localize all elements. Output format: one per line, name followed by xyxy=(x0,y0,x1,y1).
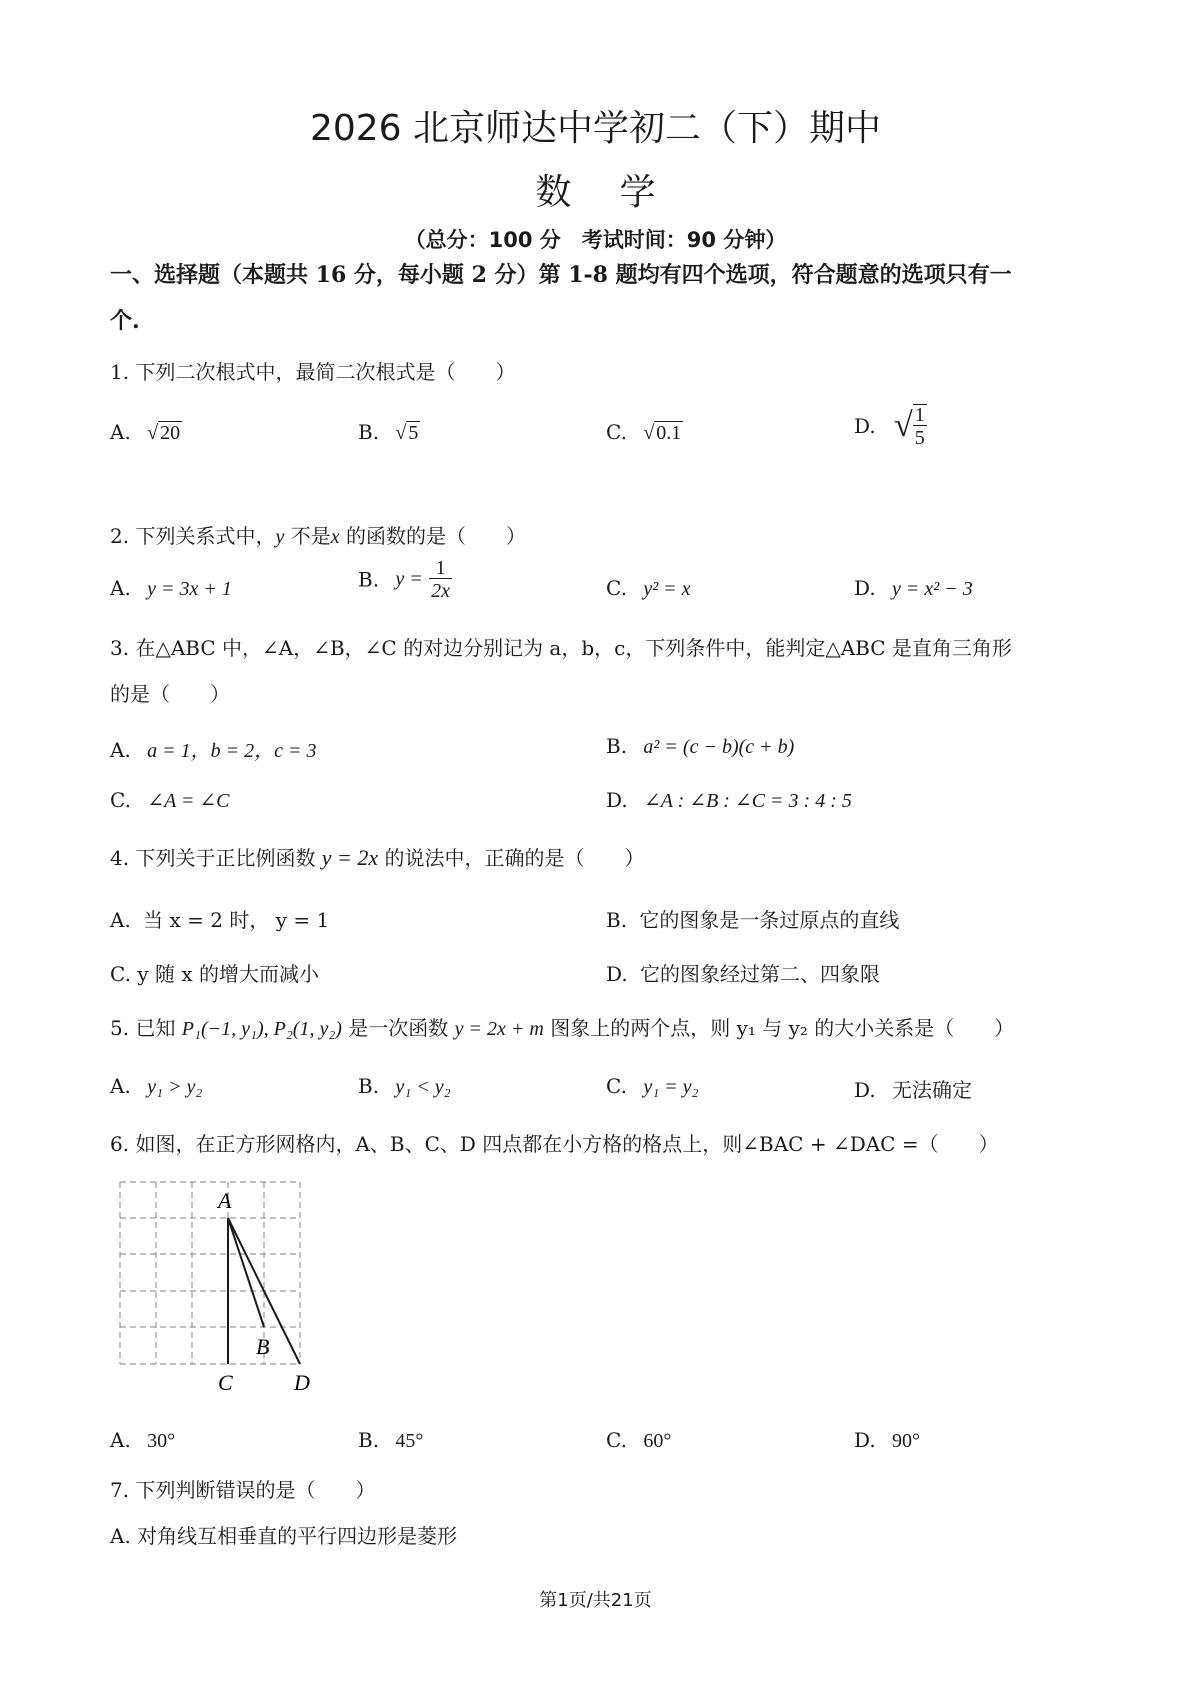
q4-option-d xyxy=(606,958,880,987)
option-expr: 60° xyxy=(643,1430,672,1452)
option-expr: a = 1，b = 2，c = 3 xyxy=(147,740,317,762)
option-expr: y₁ < y₂ xyxy=(395,1076,451,1098)
option-expr: ∠A : ∠B : ∠C = 3 : 4 : 5 xyxy=(644,790,852,812)
option-label: C. xyxy=(110,962,131,986)
radicand: 0.1 xyxy=(656,422,682,444)
option-expr: y = 3x + 1 xyxy=(147,578,232,600)
option-label: D. xyxy=(606,788,628,812)
q2-option-b xyxy=(358,558,452,601)
option-expr: ∠A = ∠C xyxy=(147,790,230,812)
q2-option-a xyxy=(110,576,232,601)
q3-option-c xyxy=(110,788,230,813)
stem-text: 的函数的是（ ） xyxy=(339,524,526,548)
q1-option-a: A. √ 20 xyxy=(110,420,181,444)
option-label: A. xyxy=(110,576,131,600)
option-label: B. xyxy=(358,420,380,444)
option-expr: y₁ = y₂ xyxy=(643,1076,699,1098)
point-label-a: A xyxy=(218,1188,232,1213)
question-5-stem xyxy=(110,1012,1014,1041)
stem-text: 5. 已知 xyxy=(110,1016,182,1040)
exam-title: 2026 北京师达中学初二（下）期中 xyxy=(309,108,882,149)
segment-ab xyxy=(228,1218,264,1327)
option-expr: y 随 x 的增大而减小 xyxy=(137,962,319,986)
question-7-stem: 7. 下列判断错误的是（ ） xyxy=(110,1478,376,1502)
var-x: x xyxy=(330,526,340,548)
stem-text: 图象上的两个点，则 y₁ 与 y₂ 的大小关系是（ ） xyxy=(543,1016,1015,1040)
q5-option-d xyxy=(854,1074,972,1103)
option-label: D. xyxy=(854,576,876,600)
fraction-numerator: 1 xyxy=(435,557,446,579)
option-expr: 30° xyxy=(147,1430,176,1452)
option-expr: 90° xyxy=(892,1430,921,1452)
point-label-c: C xyxy=(218,1370,233,1395)
q6-option-a xyxy=(110,1428,175,1453)
section-heading-cont: 个. xyxy=(110,308,140,334)
option-expr: a² = (c − b)(c + b) xyxy=(643,736,795,758)
option-label: D. xyxy=(854,1078,876,1102)
option-label: B. xyxy=(606,908,628,932)
option-expr: 45° xyxy=(395,1430,424,1452)
option-label: A. xyxy=(110,738,131,762)
option-label: A. xyxy=(110,1074,131,1098)
option-expr: 它的图象经过第二、四象限 xyxy=(640,962,881,986)
q6-option-b xyxy=(358,1428,423,1453)
stem-points: P₁(−1, y₁), P₂(1, y₂) xyxy=(181,1018,342,1040)
option-expr: y² = x xyxy=(643,578,691,600)
stem-text: 是一次函数 xyxy=(341,1016,455,1040)
q3-option-d xyxy=(606,788,852,813)
q6-option-d xyxy=(854,1428,920,1453)
option-expr: y₁ > y₂ xyxy=(147,1076,203,1098)
q2-option-d xyxy=(854,576,973,601)
stem-text: 的说法中，正确的是（ ） xyxy=(378,846,645,870)
option-label: A. xyxy=(110,1428,131,1452)
option-label: B. xyxy=(606,734,628,758)
page-footer: 第1页/共21页 xyxy=(539,1590,652,1611)
option-expr: 它的图象是一条过原点的直线 xyxy=(639,908,900,932)
fraction-numerator: 1 xyxy=(914,404,925,426)
stem-text: 4. 下列关于正比例函数 xyxy=(110,846,322,870)
q1-option-b: B. √ 5 xyxy=(358,420,419,444)
option-label: C. xyxy=(606,576,627,600)
point-label-b: B xyxy=(256,1334,270,1359)
option-label: A. xyxy=(110,420,131,444)
q3-option-a xyxy=(110,734,317,763)
option-label: C. xyxy=(110,788,131,812)
q5-option-a xyxy=(110,1074,202,1099)
stem-text: 不是 xyxy=(284,524,331,548)
q7-option-a: A. 对角线互相垂直的平行四边形是菱形 xyxy=(110,1524,458,1548)
fraction-denominator: 5 xyxy=(914,427,925,449)
option-label: D. xyxy=(854,414,876,438)
option-expr: y = xyxy=(395,568,423,590)
q1-option-d: D. √ $\frac{1}{5}$ xyxy=(854,404,925,449)
stem-expr: y = 2x + m xyxy=(454,1018,544,1040)
q5-option-b xyxy=(358,1074,451,1099)
q4-option-a xyxy=(110,904,329,933)
option-label: C. xyxy=(606,1428,627,1452)
option-label: D. xyxy=(854,1428,876,1452)
section-heading: 一、选择题（本题共 16 分，每小题 2 分）第 1-8 题均有四个选项，符合题意的选项只有一 xyxy=(110,262,1012,288)
q6-option-c xyxy=(606,1428,671,1453)
question-2-stem xyxy=(110,520,526,549)
fraction-denominator: 2x xyxy=(431,580,451,602)
stem-text: 2. 下列关系式中， xyxy=(110,524,276,548)
option-label: C. xyxy=(606,1074,627,1098)
question-4-stem xyxy=(110,842,645,871)
option-label: B. xyxy=(358,1428,380,1452)
q2-option-c xyxy=(606,576,691,601)
q4-option-b xyxy=(606,904,899,933)
option-label: B. xyxy=(358,1074,380,1098)
question-6-stem: 6. 如图，在正方形网格内，A、B、C、D 四点都在小方格的格点上，则∠BAC + ∠DAC =（ ） xyxy=(110,1132,999,1156)
exam-meta: （总分：100 分 考试时间：90 分钟） xyxy=(404,228,787,252)
subject-title: 数学 xyxy=(535,172,704,213)
option-expr: 当 x = 2 时， y = 1 xyxy=(143,908,330,932)
q4-option-c xyxy=(110,958,319,987)
point-label-d: D xyxy=(294,1370,310,1395)
radicand: 5 xyxy=(408,422,419,444)
q3-option-b xyxy=(606,734,794,759)
question-3-stem: 3. 在△ABC 中，∠A，∠B，∠C 的对边分别记为 a，b，c，下列条件中，能判定△ABC 是直角三角形 xyxy=(110,636,1012,660)
option-label: C. xyxy=(606,420,627,444)
option-label: A. xyxy=(110,908,131,932)
q1-option-c: C. √ 0.1 xyxy=(606,420,682,444)
grid-lines xyxy=(120,1182,300,1364)
option-label: B. xyxy=(358,567,380,592)
q5-option-c xyxy=(606,1074,698,1099)
option-label: D. xyxy=(606,962,628,986)
stem-expr: y = 2x xyxy=(321,845,379,870)
question-1-stem: 1. 下列二次根式中，最简二次根式是（ ） xyxy=(110,360,516,384)
var-y: y xyxy=(275,526,285,548)
option-expr: 无法确定 xyxy=(892,1078,973,1102)
question-3-stem-cont: 的是（ ） xyxy=(110,682,230,706)
grid-figure xyxy=(110,1178,320,1402)
radicand: 20 xyxy=(160,422,181,444)
option-expr: y = x² − 3 xyxy=(892,578,973,600)
